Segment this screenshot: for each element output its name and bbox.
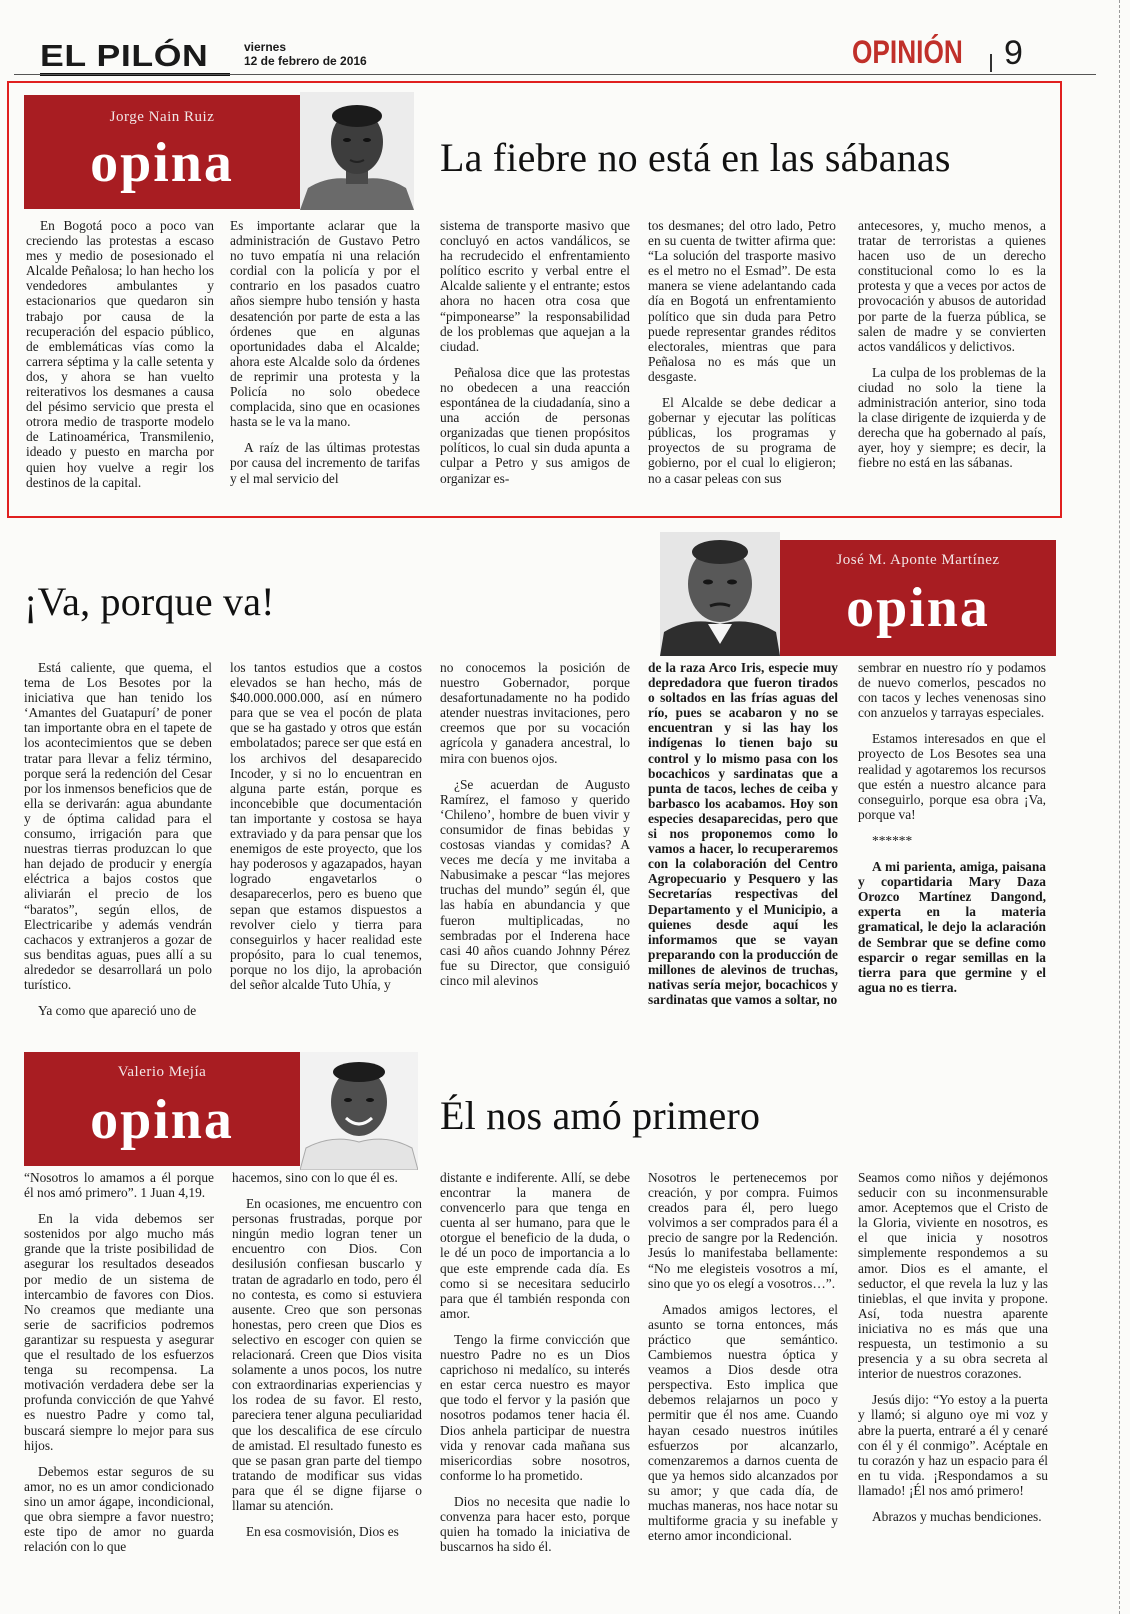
opina-box-3: [24, 1052, 300, 1166]
author-photo: [660, 532, 780, 656]
section-title: OPINIÓN: [852, 34, 963, 70]
article-headline: La fiebre no está en las sábanas: [440, 135, 951, 180]
asterisk-separator: ******: [872, 832, 913, 848]
author-photo: [300, 1052, 418, 1170]
article-3-col-5: [858, 1170, 1048, 1558]
paragraph: Dios no necesita que nadie lo convenza para hacer esto, porque quien ha tomado la iniciativa de buscarnos ha sido él.: [440, 1493, 630, 1555]
author-name: Valerio Mejía: [117, 1064, 207, 1080]
article-3-col-4: [648, 1170, 838, 1558]
article-1-col-1: [26, 218, 214, 508]
paragraph: de la raza Arco Iris, especie muy depredadora que fueron tirados o soltados en las frías aguas del río, pues se acabaron y no se encuentran y si las hay los indígenas lo tienen bajo su control y lo mismo pasa con los bocachicos y sardinatas que a punta de tacos, leches de ceiba y barbasco los acabamos. Hoy son especies desaparecidas, pero que si nos proponemos como lo vamos a hacer, lo recuperaremos con la colaboración del Centro Agropecuario y Pesquero y las Secretarías respectivas del Departamento y el Municipio, a quienes desde aquí les informamos que se vayan preparando con la producción de millones de alevinos de truchas, nativas sería mejor, bocachicos y sardinatas que vamos a soltar, no: [648, 660, 838, 1008]
paragraph: Peñalosa dice que las protestas no obedecen a una reacción espontánea de la ciudadanía, sino a una acción de personas organizadas que tienen propósitos políticos, lo cual sin duda apunta a culpar a Petro y sus amigos de organizar es-: [440, 364, 630, 486]
issue-weekday: viernes: [244, 40, 287, 54]
paragraph: Es importante aclarar que la administración de Gustavo Petro no tuvo empatía ni una relación cordial con la policía y por el contrario en los pasados cuatro años siempre hubo tensión y hasta desatención por parte de esta a las órdenes que en algunas oportunidades daba el Alcalde; ahora este Alcalde solo da órdenes de reprimir una protesta y la Policía no solo obedece complacida, sino que en ocasiones hasta se le va la mano.: [230, 218, 420, 430]
paragraph: La culpa de los problemas de la ciudad no solo la tiene la administración anterior, sino toda la clase dirigente de izquierda y de derecha que ha gobernado al país, ayer, hoy y siempre; es decir, la fiebre no está en las sábanas.: [858, 364, 1046, 471]
paragraph: Jesús dijo: “Yo estoy a la puerta y llamó; si alguno oye mi voz y abre la puerta, entraré a él y cenaré con él y él conmigo”. Acéptale en tu corazón y haz un espacio para él en tu vida. ¡Respondamos a su llamado! ¡Él nos amó primero!: [858, 1392, 1048, 1498]
paragraph: tos desmanes; del otro lado, Petro en su cuenta de twitter afirma que: “La solución del trasporte masivo es el metro no el Esmad”. De esta manera se viene adelantando cada día en Bogotá un enfrentamiento político que sin duda para Petro puede representar grandes réditos electorales, mientras que para Peñalosa no es más que un desgaste.: [648, 218, 836, 384]
article-3-col-3: [440, 1170, 630, 1558]
scan-edge: [1118, 0, 1120, 1614]
paragraph: Abrazos y muchas bendiciones.: [872, 1508, 1042, 1524]
article-2-col-1: [24, 660, 212, 1032]
paragraph: En ocasiones, me encuentro con personas frustradas, porque por ningún medio logran tener un encuentro con Dios. Con desilusión confiesan buscarlo y tratan de agradarlo en todo, pero él no contesta, es como si estuviera ausente. Creo que son personas honestas, pero creen que Dios es selectivo en escoger con quien se relacionará. Creen que Dios visita solamente a unos pocos, los nutre con extraordinarias experiencias y los rodea de su favor. El resto, pareciera tener alguna peculiaridad que los descalifica de ese círculo de amistad. El resultado funesto es que se pasan gran parte del tiempo tratando de modificar sus vidas para que él se digne fijarse o llamar su atención.: [232, 1196, 422, 1513]
paragraph: A raíz de las últimas protestas por causa del incremento de tarifas y el mal servicio del: [230, 440, 420, 486]
paragraph: Amados amigos lectores, el asunto se torna entonces, más práctico que semántico. Cambiemos nuestra óptica y veamos a Dios desde otra perspectiva. Esto implica que debemos relajarnos un poco y permitir que él nos ame. Cuando hayan cesado nuestros inútiles esfuerzos por alcanzarlo, comenzaremos a darnos cuenta de que ya hemos sido alcanzados por su amor; y que cada día, de muchas maneras, nos hace notar su multiforme gracia y su inefable y eterno amor incondicional.: [648, 1301, 838, 1544]
page-number: 9: [1004, 34, 1023, 72]
opina-label: opina: [846, 577, 990, 639]
paragraph: Debemos estar seguros de su amor, no es un amor condicionado sino un amor ágape, incondicional, que obra siempre a favor nuestro; este tipo de amor no guarda relación con lo que: [24, 1463, 214, 1555]
author-photo: [300, 92, 414, 210]
paragraph: En esa cosmovisión, Dios es: [246, 1524, 399, 1540]
issue-full-date: 12 de febrero de 2016: [244, 54, 367, 68]
paragraph: ¿Se acuerdan de Augusto Ramírez, el famoso y querido ‘Chileno’, hombre de buen vivir y consumidor de finas bebidas y costosas viandas y comidas? A veces me decía y me invitaba a Nabusimake a pescar “las mejores truchas del mundo” según él, que las había en abundancia y que fueron multiplicadas, no sembradas por el Inderena hace casi 40 años cuando Johnny Pérez fue su Director, que consiguió cinco mil alevinos: [440, 776, 630, 988]
opina-label: opina: [90, 132, 234, 194]
portrait-icon: [300, 1052, 418, 1170]
paragraph: Nosotros le pertenecemos por creación, y por compra. Fuimos creados para él, pero luego volvimos a ser comprados para él a precio de sangre por la Redención. Jesús lo manifestaba bellamente: “No me elegisteis vosotros a mí, sino que yo os elegí a vosotros…”.: [648, 1170, 838, 1291]
article-1-col-4: [648, 218, 836, 508]
paragraph: En Bogotá poco a poco van creciendo las protestas a escaso mes y medio de posesionado el Alcalde Peñalosa; lo han hecho los vendedores ambulantes y estacionarios que quedaron sin trabajo por causa de la recuperación del espacio público, de emblemáticas vías como la carrera séptima y la calle setenta y dos, y ahora se han vuelto reiterativos los desmanes a causa del pésimo servicio que presta el otrora medio de trasporte modelo de Latinoamérica, Transmilenio, ideado y puesto en marcha por quien hoy vuelve a regir los destinos de la capital.: [26, 218, 214, 490]
paragraph: los tantos estudios que a costos elevados se han hecho, más de $40.000.000.000, así en número para que se vea el pocón de plata que se ha gastado y otros que están embolatados; parece ser que está en los archivos del desaparecido Incoder, y si no lo encuentran en alguna parte están, porque es inconcebible que documentación tan importante y costosa se haya extraviado y da para pensar que los enemigos de este proyecto, que los hay poderosos y agazapados, hayan logrado engavetarlos o desaparecerlos, pero es bueno que sepan que estamos dispuestos a revolver cielo y tierra para conseguirlos y hacer realidad este propósito, para lo cual tenemos, porque no los dijo, la aprobación del señor alcalde Tuto Uhía, y: [230, 660, 422, 992]
article-2-col-4: [648, 660, 838, 1032]
paragraph: El Alcalde se debe dedicar a gobernar y ejecutar las políticas públicas, los programas y proyectos de su programa de gobierno, por el cual lo eligieron; no a casar peleas con sus: [648, 395, 836, 486]
paragraph: Seamos como niños y dejémonos seducir con su inconmensurable amor. Aceptemos que el Cristo de la Gloria, viviente en nosotros, es el que inicia y nosotros simplemente respondemos a su amor. Dios es el amante, el seductor, el que revela la luz y las tinieblas, el que invita y propone. Así, toda nuestra aparente iniciativa no es más que una respuesta, un testimonio a su presencia y a su obra secreta al interior de nuestros corazones.: [858, 1170, 1048, 1382]
paragraph: Tengo la firme convicción que nuestro Padre no es un Dios caprichoso ni medalíco, su interés en estar cerca nuestro es mayor que todo el fervor y la pasión que nosotros podamos tener hacia él. Dios anhela participar de nuestra vida y renovar cada mañana sus misericordias sobre nosotros, conforme lo ha prometido.: [440, 1331, 630, 1483]
article-3-col-2: [232, 1170, 422, 1558]
paragraph: sembrar en nuestro río y podamos de nuevo comerlos, pescados no con tacos y leches venenosas sino con anzuelos y tarrayas especiales.: [858, 660, 1046, 721]
paragraph: En la vida debemos ser sostenidos por algo mucho más grande que la triste posibilidad de asegurar los resultados deseados por medio de un sistema de intercambio de favores con Dios. No creamos que mediante una serie de sacrificios podremos garantizar su respuesta y asegurar que el resultado de los esfuerzos tenga su recompensa. La motivación verdadera debe ser la profunda convicción de que Yahvé es nuestro Padre y como tal, buscará siempre lo mejor para sus hijos.: [24, 1211, 214, 1453]
newspaper-logo: EL PILÓN: [40, 38, 209, 73]
article-3-col-1: [24, 1170, 214, 1558]
paragraph: antecesores, y, mucho menos, a tratar de terroristas a quienes hacen uso de un derecho constitucional como lo es la protesta y que a veces por actos de provocación y abusos de autoridad por parte de la fuerza pública, se salen de madre y se convierten actos vandálicos y delictivos.: [858, 218, 1046, 354]
epigraph: “Nosotros lo amamos a él porque él nos amó primero”. 1 Juan 4,19.: [24, 1170, 214, 1201]
paragraph: hacemos, sino con lo que él es.: [232, 1170, 398, 1185]
article-headline: ¡Va, porque va!: [24, 579, 275, 624]
opina-box-2: [780, 540, 1056, 656]
opina-box-1: [24, 95, 300, 209]
issue-date: [244, 40, 367, 68]
article-1-col-3: [440, 218, 630, 508]
opina-label: opina: [90, 1089, 234, 1151]
section-divider: [990, 54, 992, 72]
article-1-col-2: [230, 218, 420, 508]
paragraph: distante e indiferente. Allí, se debe encontrar la manera de convencerlo para que tenga en cuenta al ser humano, para que le otorgue el beneficio de la duda, o le dé un poco de importancia a lo que este emprende cada día. Es como si se necesitara seducirlo para que él también responda con amor.: [440, 1170, 630, 1321]
header-rule: [14, 74, 1096, 75]
article-2-col-3: [440, 660, 630, 1032]
author-name: José M. Aponte Martínez: [836, 552, 1000, 568]
article-2-col-2: [230, 660, 422, 1032]
paragraph: Está caliente, que quema, el tema de Los Besotes por la iniciativa que han tenido los ‘Amantes del Guatapurí’ de poner tan importante obra en el tapete de los acontecimientos que se deben tratar para llevar a feliz término, porque será la redención del Cesar por los inmensos beneficios que de ella se derivarán: agua abundante y de óptima calidad para el consumo, irrigación para que nuestras tierras produzcan lo que han dejado de producir y energía eléctrica a bajos costos que aliviarán el precio de los “baratos”, según ellos, de Electricaribe y además vendrán cachacos y extranjeros a gozar de sus benditas aguas, pues allí a su alrededor se desarrollará un polo turístico.: [24, 660, 212, 992]
article-2-col-5: [858, 660, 1046, 1032]
article-1-col-5: [858, 218, 1046, 508]
paragraph: sistema de transporte masivo que concluyó en actos vandálicos, se ha recrudecido el enfrentamiento político escrito y verbal entre el Alcalde saliente y el entrante; estos ahora no hacen otra cosa que “pimponearse” la responsabilidad de los problemas que aquejan a la ciudad.: [440, 218, 630, 354]
paragraph: A mi parienta, amiga, paisana y copartidaria Mary Daza Orozco Martínez Dangond, experta en la materia gramatical, le dejo la aclaración de Sembrar que se define como esparcir o regar semillas en la tierra para que germine y el agua no es tierra.: [858, 859, 1046, 995]
article-headline: Él nos amó primero: [440, 1093, 761, 1138]
paragraph: Estamos interesados en que el proyecto de Los Besotes sea una realidad y agotaremos los recursos que estén a nuestro alcance para conseguirlo, porque esa obra ¡Va, porque va!: [858, 731, 1046, 822]
portrait-icon: [300, 92, 414, 210]
portrait-icon: [660, 532, 780, 656]
author-name: Jorge Nain Ruiz: [109, 109, 215, 125]
paragraph: no conocemos la posición de nuestro Gobernador, porque desafortunadamente no ha podido atender nuestras invitaciones, pero creemos que por su vocación agrícola y ganadera ancestral, lo mira con buenos ojos.: [440, 660, 630, 766]
paragraph: Ya como que apareció uno de: [38, 1003, 197, 1019]
